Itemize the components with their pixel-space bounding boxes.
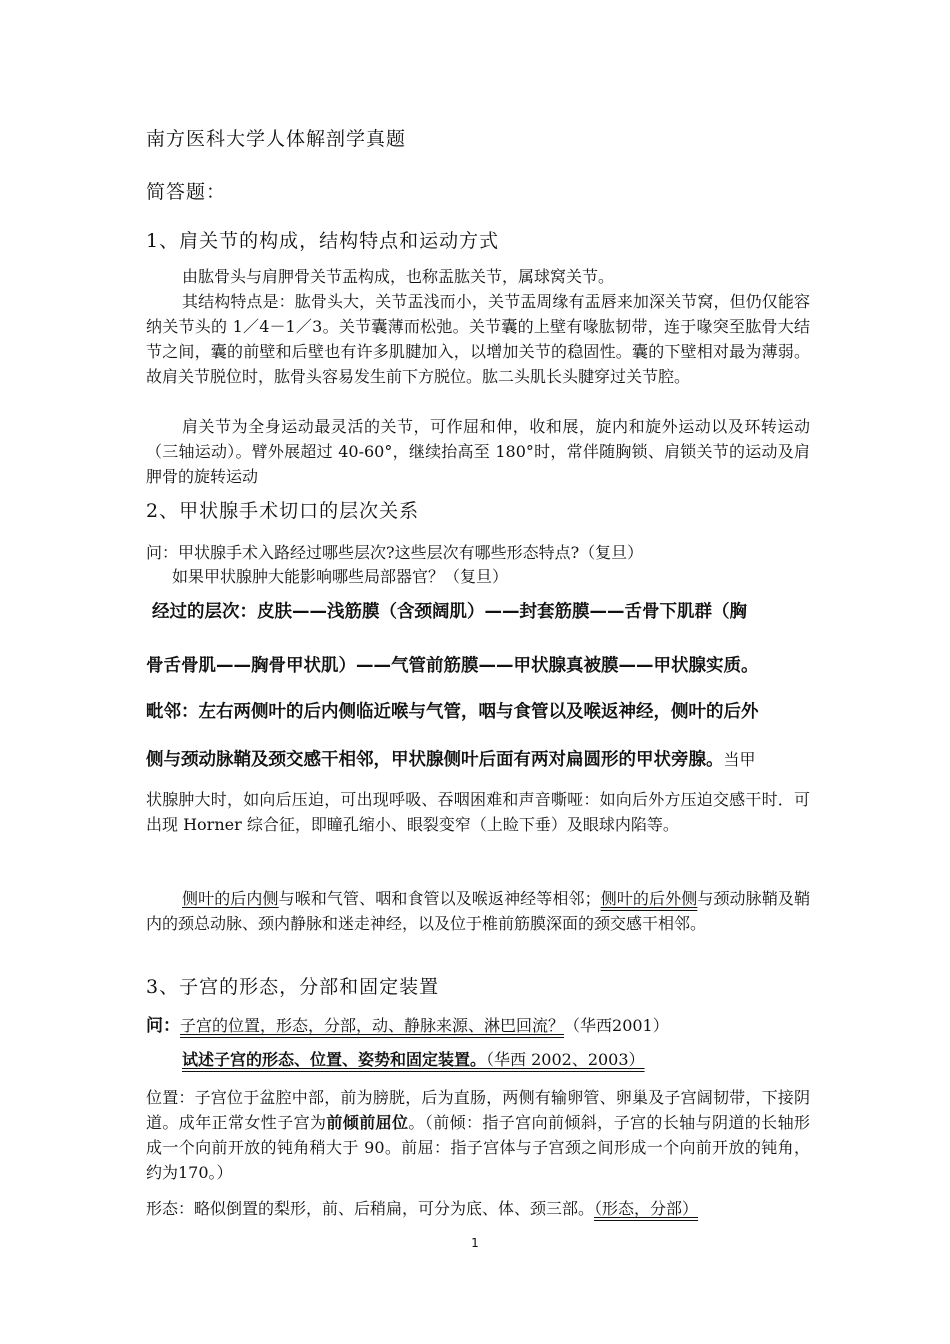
q1-heading: 1、肩关节的构成，结构特点和运动方式 <box>146 230 500 252</box>
q2-line-4 <box>146 746 826 771</box>
q3-shape-paragraph <box>146 1196 810 1221</box>
q3-ask-prefix: 问： <box>146 1016 180 1036</box>
shape-underlined-note: （形态，分部） <box>594 1199 699 1218</box>
q3-heading: 3、子宫的形态，分部和固定装置 <box>146 976 440 998</box>
q2-line-4-tail: 当甲 <box>723 750 756 769</box>
q3-question-2 <box>182 1047 846 1072</box>
q2-heading: 2、甲状腺手术切口的层次关系 <box>146 500 420 522</box>
q3-ask-2-source: （华西 2002、2003） <box>486 1050 645 1069</box>
q3-ask-1-source: （华西2001） <box>564 1016 669 1035</box>
position-text-b: 。（前倾：指子宫向前倾斜，子宫的长轴与阴道的长轴形成一个向前开放的钝角稍大于 90。前屈：指子宫体与子宫颈之间形成一个向前开放的钝角，约为170。） <box>146 1113 810 1182</box>
q3-ask-2-underlined: 试述子宫的形态、位置、姿势和固定装置。 <box>182 1050 487 1069</box>
shape-text: 形态：略似倒置的梨形，前、后稍扁，可分为底、体、颈三部。 <box>146 1199 595 1218</box>
page-number: 1 <box>471 1236 479 1250</box>
q3-ask-1-underlined: 子宫的位置，形态，分部，动、静脉来源、淋巴回流？ <box>180 1016 565 1035</box>
position-text-a: 位置：子宫位于盆腔中部，前为膀胱，后为直肠，两侧有输卵管、卵巢及子宫阔韧带，下接阴道。成年正常女性子宫为 <box>146 1088 810 1132</box>
q1-paragraph-1: 由肱骨头与肩胛骨关节盂构成，也称盂肱关节，属球窝关节。 <box>182 267 615 286</box>
q3-position-paragraph <box>146 1085 810 1185</box>
q2-enlarge-paragraph: 状腺肿大时，如向后压迫，可出现呼吸、吞咽困难和声音嘶哑：如向后外方压迫交感干时．可出现 Horner 综合征，即瞳孔缩小、眼裂变窄（上睑下垂）及眼球内陷等。 <box>146 790 810 834</box>
underlined-term-posteromedial: 侧叶的后内侧 <box>182 889 279 908</box>
q2-bold-line-1: 经过的层次：皮肤——浅筋膜（含颈阔肌）——封套筋膜——舌骨下肌群（胸 <box>152 602 747 622</box>
document-title: 南方医科大学人体解剖学真题 <box>146 128 407 150</box>
q2-bold-line-2: 骨舌骨肌——胸骨甲状肌）——气管前筋膜——甲状腺真被膜——甲状腺实质。 <box>146 656 759 676</box>
q1-paragraph-2: 其结构特点是：肱骨头大，关节盂浅而小，关节盂周缘有盂唇来加深关节窝，但仍仅能容纳关节头的 1／4－1／3。关节囊薄而松弛。关节囊的上壁有喙肱韧带，连于喙突至肱骨大结节之间，囊的前壁和后壁也有许多肌腱加入，以增加关节的稳固性。囊的下壁相对最为薄弱。故肩关节脱位时，肱骨头容易发生前下方脱位。肱二头肌长头腱穿过关节腔。 <box>146 292 810 386</box>
section-heading: 简答题： <box>146 181 227 203</box>
position-bold-term: 前倾前屈位 <box>326 1113 409 1132</box>
underlined-term-posterolateral: 侧叶的后外侧 <box>600 889 698 908</box>
q2-question-2: 如果甲状腺肿大能影响哪些局部器官？（复旦） <box>172 567 509 586</box>
side-text-1: 与喉和气管、咽和食管以及喉返神经等相邻； <box>278 889 601 908</box>
q2-side-paragraph <box>146 886 810 936</box>
q1-paragraph-3: 肩关节为全身运动最灵活的关节，可作屈和伸，收和展，旋内和旋外运动以及环转运动（三轴运动）。臂外展超过 40-60°，继续抬高至 180°时，常伴随胸锁、肩锁关节的运动及肩胛骨的旋转运动 <box>146 417 810 486</box>
q2-bold-line-4: 侧与颈动脉鞘及颈交感干相邻，甲状腺侧叶后面有两对扁圆形的甲状旁腺。 <box>146 750 724 770</box>
q2-question-1: 问：甲状腺手术入路经过哪些层次?这些层次有哪些形态特点?（复旦） <box>146 543 644 562</box>
side-text-2: 与颈动脉鞘及鞘内的颈总动脉、颈内静脉和迷走神经，以及位于椎前筋膜深面的颈交感干相邻。 <box>146 889 810 933</box>
q2-bold-line-3: 毗邻：左右两侧叶的后内侧临近喉与气管，咽与食管以及喉返神经，侧叶的后外 <box>146 702 759 722</box>
q3-question-1 <box>146 1013 810 1039</box>
